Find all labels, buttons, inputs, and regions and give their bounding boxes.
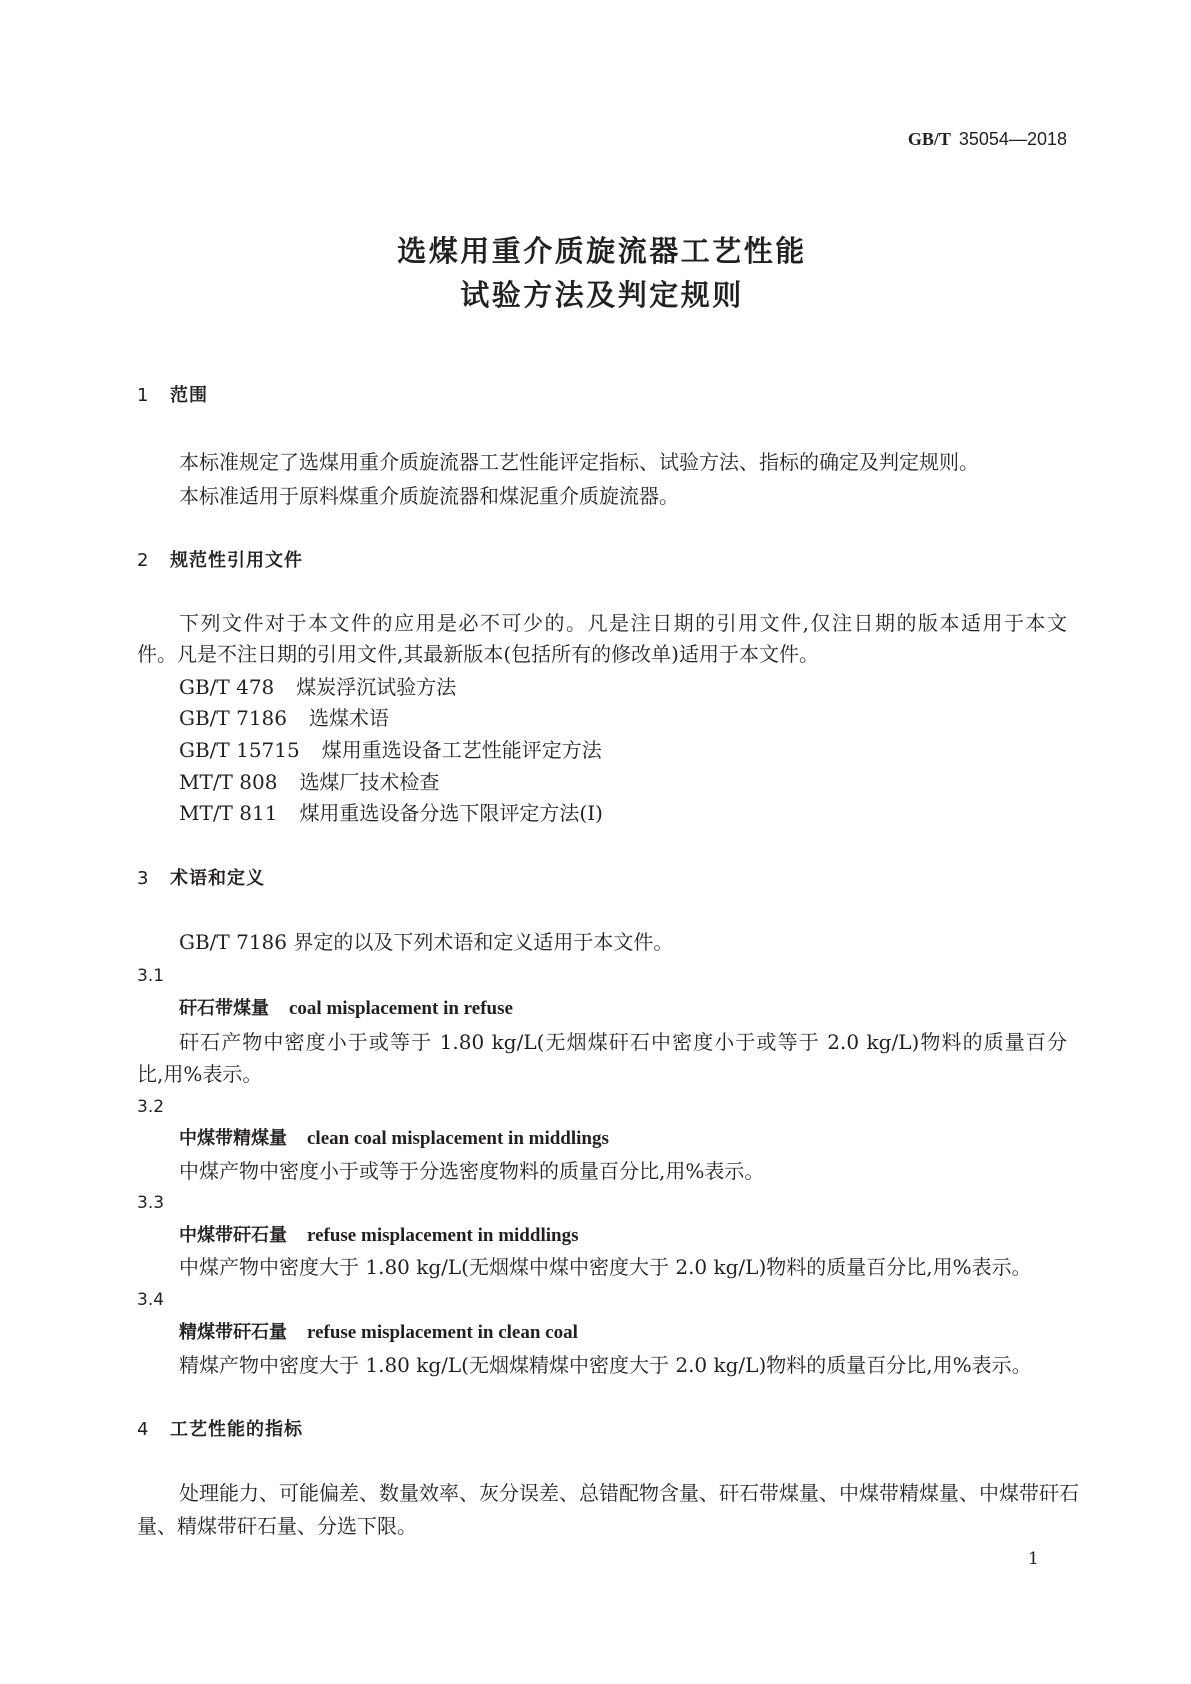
term-chinese: 中煤带矸石量 xyxy=(179,1225,287,1246)
section-4-heading xyxy=(137,1418,303,1442)
section-3-heading xyxy=(137,867,265,891)
reference-title: 选煤厂技术检查 xyxy=(299,770,440,794)
reference-code: MT/T 808 xyxy=(179,770,278,794)
section-1-heading xyxy=(137,384,208,408)
paragraph-line: 件。凡是不注日期的引用文件,其最新版本(包括所有的修改单)适用于本文件。 xyxy=(137,642,819,666)
term-entry xyxy=(179,997,513,1021)
clause-number: 3.2 xyxy=(137,1097,165,1117)
term-english: coal misplacement in refuse xyxy=(289,998,513,1019)
definition-line: 比,用%表示。 xyxy=(137,1062,263,1086)
reference-code: GB/T 15715 xyxy=(179,738,300,762)
section-number: 4 xyxy=(137,1419,149,1440)
definition-line: 中煤产物中密度小于或等于分选密度物料的质量百分比,用%表示。 xyxy=(179,1159,765,1183)
paragraph-line: 本标准规定了选煤用重介质旋流器工艺性能评定指标、试验方法、指标的确定及判定规则。 xyxy=(179,450,979,474)
paragraph-line: 本标准适用于原料煤重介质旋流器和煤泥重介质旋流器。 xyxy=(179,484,679,508)
definition-line: 精煤产物中密度大于 1.80 kg/L(无烟煤精煤中密度大于 2.0 kg/L)物料的质量百分比,用%表示。 xyxy=(179,1353,1032,1377)
document-title-line-2: 试验方法及判定规则 xyxy=(460,278,744,312)
term-entry xyxy=(179,1321,578,1345)
reference-title: 煤用重选设备工艺性能评定方法 xyxy=(321,738,602,762)
reference-code: GB/T 7186 xyxy=(179,706,288,730)
paragraph-line: GB/T 7186 界定的以及下列术语和定义适用于本文件。 xyxy=(179,930,674,954)
reference-item xyxy=(179,801,603,825)
section-number: 1 xyxy=(137,385,149,406)
term-chinese: 中煤带精煤量 xyxy=(179,1128,287,1149)
document-title-line-1: 选煤用重介质旋流器工艺性能 xyxy=(397,234,807,268)
term-chinese: 精煤带矸石量 xyxy=(179,1322,287,1343)
reference-title: 煤炭浮沉试验方法 xyxy=(296,675,457,699)
definition-line: 矸石产物中密度小于或等于 1.80 kg/L(无烟煤矸石中密度小于或等于 2.0 kg/L)物料的质量百分 xyxy=(179,1030,1067,1054)
section-title: 规范性引用文件 xyxy=(170,550,303,571)
term-english: refuse misplacement in clean coal xyxy=(307,1322,578,1343)
standard-code-header xyxy=(908,128,1067,151)
section-number: 2 xyxy=(137,550,149,571)
paragraph-line: 下列文件对于本文件的应用是必不可少的。凡是注日期的引用文件,仅注日期的版本适用于本文 xyxy=(179,611,1067,635)
section-title: 工艺性能的指标 xyxy=(170,1419,303,1440)
clause-number: 3.1 xyxy=(137,966,165,986)
reference-item xyxy=(179,738,602,762)
paragraph-line: 量、精煤带矸石量、分选下限。 xyxy=(137,1514,417,1538)
reference-item xyxy=(179,706,389,730)
clause-number: 3.3 xyxy=(137,1193,165,1213)
term-chinese: 矸石带煤量 xyxy=(179,998,269,1019)
definition-line: 中煤产物中密度大于 1.80 kg/L(无烟煤中煤中密度大于 2.0 kg/L)物料的质量百分比,用%表示。 xyxy=(179,1255,1032,1279)
reference-code: MT/T 811 xyxy=(179,801,278,825)
term-english: refuse misplacement in middlings xyxy=(307,1225,579,1246)
standard-number: 35054—2018 xyxy=(958,129,1067,149)
page-number: 1 xyxy=(1028,1549,1039,1569)
section-number: 3 xyxy=(137,868,149,889)
reference-item xyxy=(179,675,456,699)
clause-number: 3.4 xyxy=(137,1290,165,1310)
term-english: clean coal misplacement in middlings xyxy=(307,1128,609,1149)
reference-code: GB/T 478 xyxy=(179,675,275,699)
reference-title: 煤用重选设备分选下限评定方法(Ⅰ) xyxy=(299,801,603,825)
standard-prefix: GB/T xyxy=(907,129,951,149)
paragraph-line: 处理能力、可能偏差、数量效率、灰分误差、总错配物含量、矸石带煤量、中煤带精煤量、中煤带矸石 xyxy=(179,1481,1079,1505)
section-title: 术语和定义 xyxy=(170,868,265,889)
reference-item xyxy=(179,770,439,794)
section-2-heading xyxy=(137,549,303,573)
reference-title: 选煤术语 xyxy=(309,706,390,730)
term-entry xyxy=(179,1127,609,1151)
term-entry xyxy=(179,1224,578,1248)
section-title: 范围 xyxy=(170,385,208,406)
